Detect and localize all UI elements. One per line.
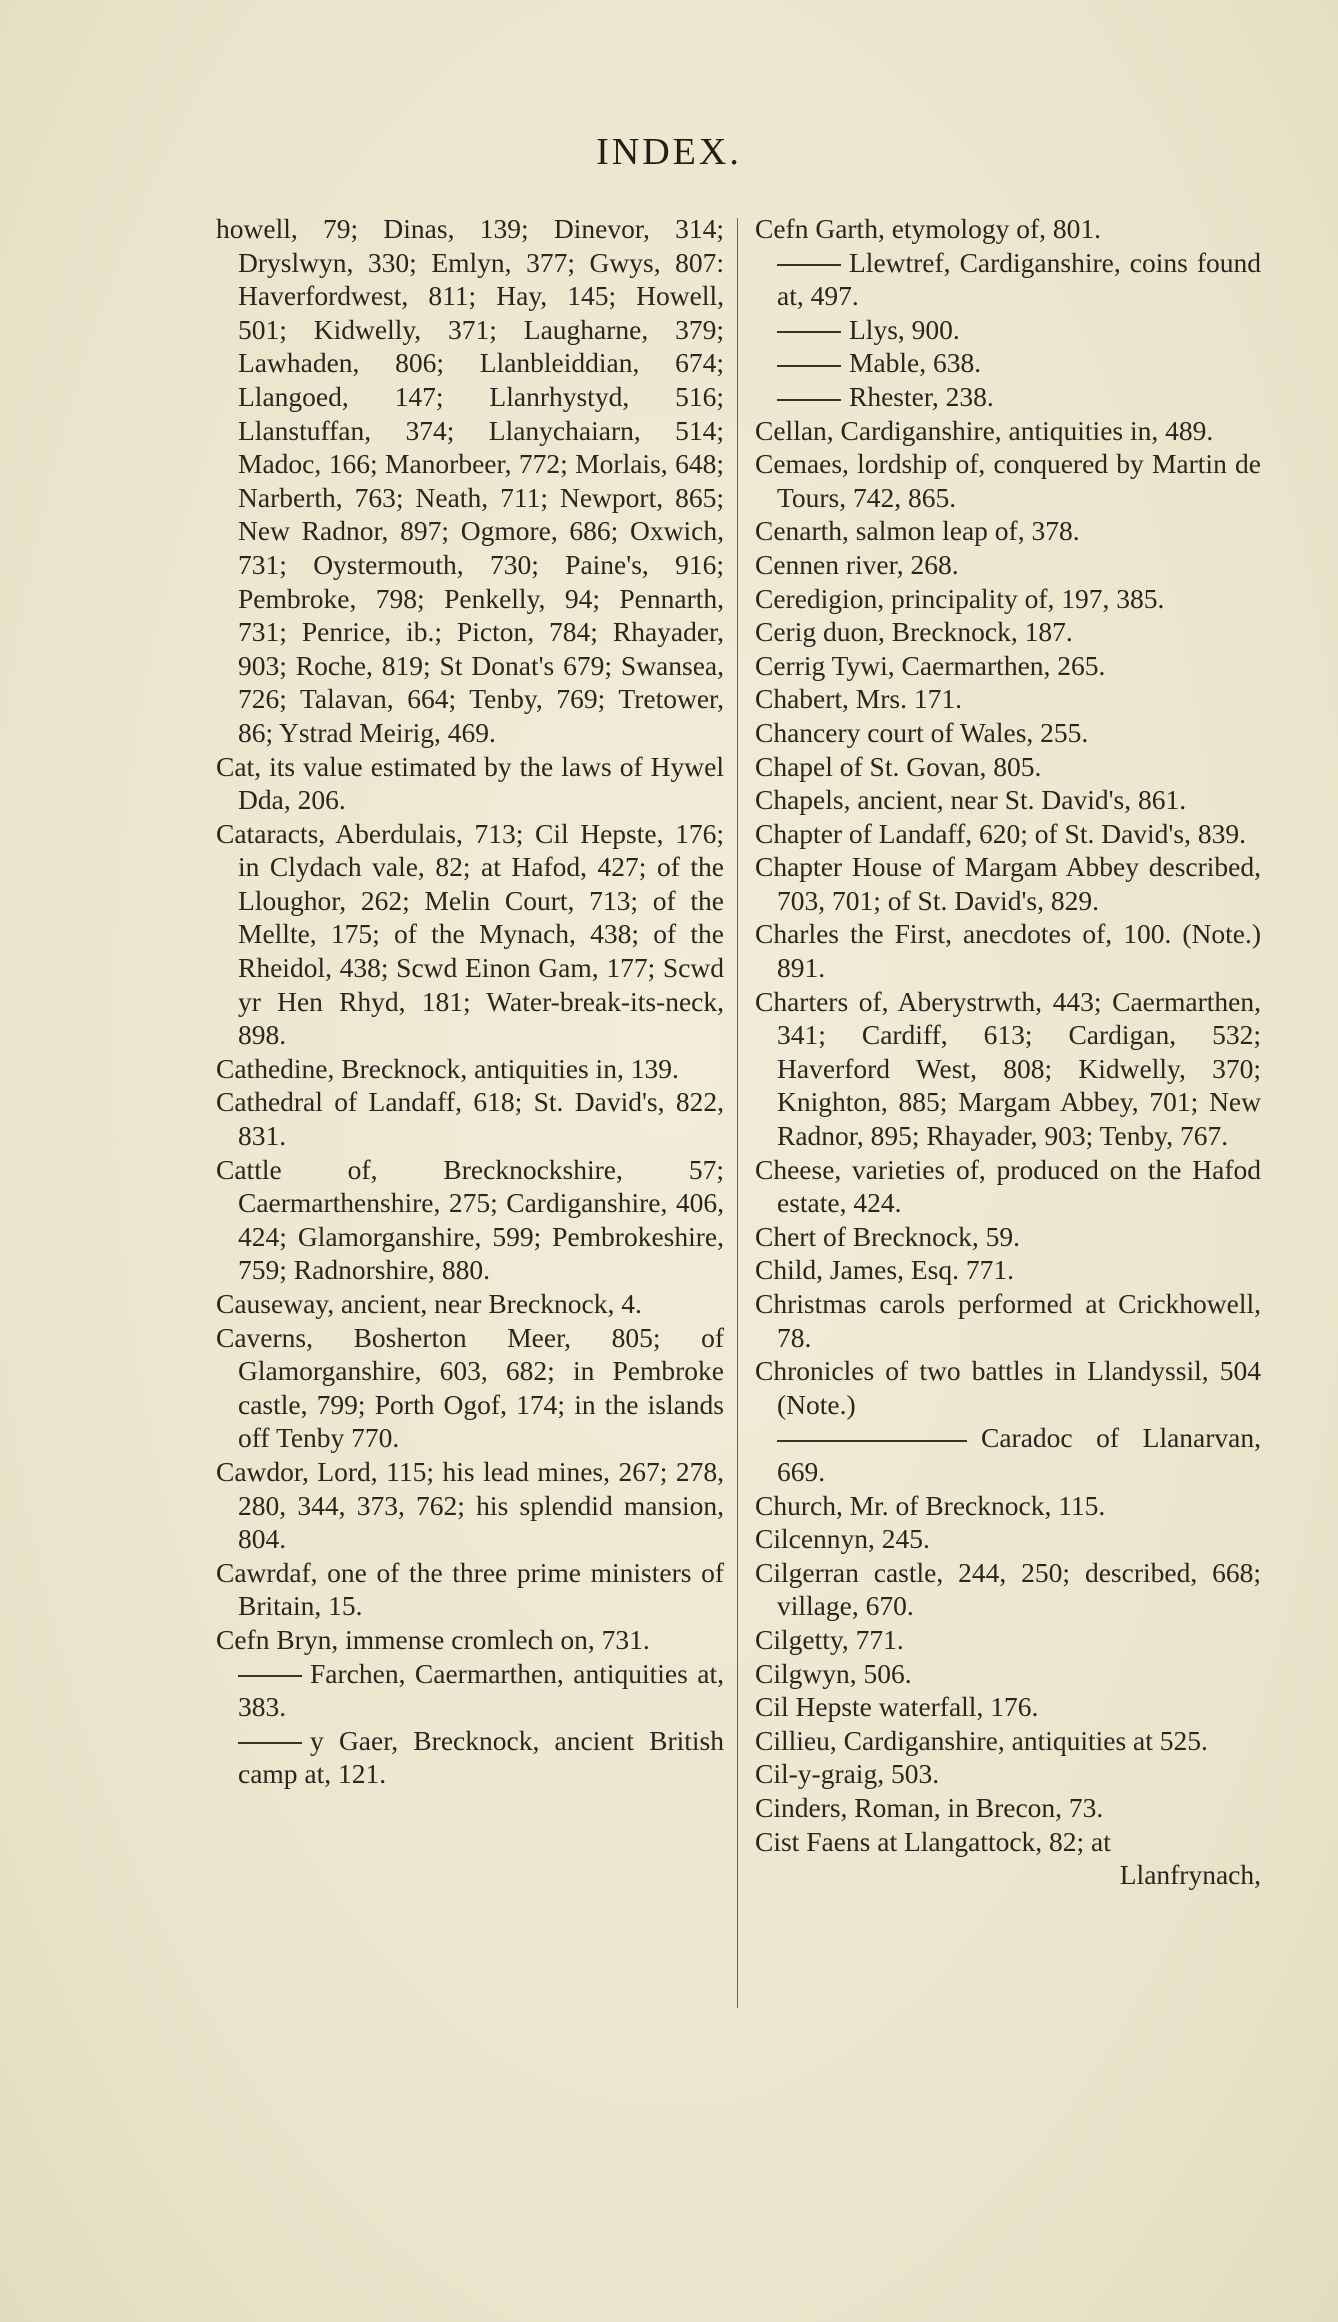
- column-divider: [737, 218, 738, 2008]
- index-entry: Cennen river, 268.: [755, 548, 959, 580]
- index-entry: Cillieu, Cardiganshire, antiquities at 525.: [755, 1724, 1208, 1756]
- index-entry: Cenarth, salmon leap of, 378.: [755, 515, 1080, 547]
- index-entry: Chapter of Landaff, 620; of St. David's, 839.: [755, 817, 1246, 849]
- index-entry: Cerig duon, Brecknock, 187.: [755, 616, 1073, 648]
- index-entry: Cemaes, lordship of, conquered by Martin de Tours, 742, 865.: [755, 448, 1261, 513]
- index-entry: Chabert, Mrs. 171.: [755, 683, 962, 715]
- index-entry: howell, 79; Dinas, 139; Dinevor, 314; Dryslwyn, 330; Emlyn, 377; Gwys, 807: Haverfordwest, 811; Hay, 145; Howell, 501; Kidwelly, 371; Laugharne, 379; Lawhaden, 806; Llanbleiddian, 674; Llangoed, 147; Llanrhystyd, 516; Llanstuffan, 374; Llanychaiarn, 514; Madoc, 166; Manorbeer, 772; Morlais, 648; Narberth, 763; Neath, 711; Newport, 865; New Radnor, 897; Ogmore, 686; Oxwich, 731; Oystermouth, 730; Paine's, 916; Pembroke, 798; Penkelly, 94; Pennarth, 731; Penrice, ib.; Picton, 784; Rhayader, 903; Roche, 819; St Donat's 679; Swansea, 726; Talavan, 664; Tenby, 769; Tretower, 86; Ystrad Meirig, 469.: [216, 213, 724, 748]
- index-entry: Cilgetty, 771.: [755, 1623, 904, 1655]
- index-entry: Chancery court of Wales, 255.: [755, 716, 1089, 748]
- index-entry: Cil Hepste waterfall, 176.: [755, 1691, 1039, 1723]
- index-entry: Ceredigion, principality of, 197, 385.: [755, 582, 1165, 614]
- index-entry: Cawdor, Lord, 115; his lead mines, 267; 278, 280, 344, 373, 762; his splendid mansion, 804.: [216, 1455, 724, 1555]
- index-entry: Cilcennyn, 245.: [755, 1523, 930, 1555]
- index-entry: Cerrig Tywi, Caermarthen, 265.: [755, 649, 1106, 681]
- index-entry: Cellan, Cardiganshire, antiquities in, 489.: [755, 414, 1214, 446]
- index-subentry: Mable, 638.: [755, 346, 1261, 380]
- index-entry: Cefn Garth, etymology of, 801.: [755, 213, 1101, 244]
- ditto-dash: [777, 331, 841, 333]
- index-entry: Cataracts, Aberdulais, 713; Cil Hepste, 176; in Clydach vale, 82; at Hafod, 427; of the Lloughor, 262; Melin Court, 713; of the Mellte, 175; of the Mynach, 438; of the Rheidol, 438; Scwd Einon Gam, 177; Scwd yr Hen Rhyd, 181; Water-break-its-neck, 898.: [216, 817, 724, 1051]
- index-entry: Cathedine, Brecknock, antiquities in, 139.: [216, 1052, 679, 1084]
- index-entry: Chapels, ancient, near St. David's, 861.: [755, 784, 1187, 816]
- ditto-dash: [777, 365, 841, 367]
- index-entry: Cefn Bryn, immense cromlech on, 731.: [216, 1623, 650, 1655]
- index-subentry: Caradoc of Llanarvan, 669.: [777, 1422, 1261, 1487]
- index-entry: Cilgerran castle, 244, 250; described, 668; village, 670.: [755, 1556, 1261, 1622]
- index-entry: Christmas carols performed at Crickhowell, 78.: [755, 1288, 1261, 1353]
- index-entry: Cawrdaf, one of the three prime ministers of Britain, 15.: [216, 1556, 724, 1622]
- index-subentry: Llys, 900.: [755, 313, 1261, 347]
- index-subentry: Rhester, 238.: [755, 380, 1261, 414]
- ditto-dash: [238, 1675, 302, 1677]
- ditto-dash: [777, 264, 841, 266]
- index-entry: Causeway, ancient, near Brecknock, 4.: [216, 1288, 642, 1319]
- index-entry: Cathedral of Landaff, 618; St. David's, 822, 831.: [216, 1086, 724, 1152]
- index-column-right: [755, 212, 1261, 1892]
- page-title: INDEX.: [596, 131, 742, 173]
- index-subentry: y Gaer, Brecknock, ancient British camp at, 121.: [238, 1724, 724, 1790]
- index-entry: Cattle of, Brecknockshire, 57; Caermarthenshire, 275; Cardiganshire, 406, 424; Glamorganshire, 599; Pembrokeshire, 759; Radnorshire, 880.: [216, 1153, 724, 1286]
- index-subentry: Farchen, Caermarthen, antiquities at, 383.: [238, 1657, 724, 1723]
- index-entry: Cheese, varieties of, produced on the Hafod estate, 424.: [755, 1153, 1261, 1219]
- index-entry: Chert of Brecknock, 59.: [755, 1220, 1020, 1252]
- index-entry: Charles the First, anecdotes of, 100. (Note.) 891.: [755, 918, 1261, 984]
- index-entry: Chapel of St. Govan, 805.: [755, 750, 1042, 782]
- index-catchword: Llanfrynach,: [1119, 1859, 1261, 1891]
- index-entry: Cinders, Roman, in Brecon, 73.: [755, 1791, 1104, 1823]
- index-entry: Cat, its value estimated by the laws of Hywel Dda, 206.: [216, 750, 724, 816]
- index-column-left: [216, 212, 724, 1791]
- index-entry: Cilgwyn, 506.: [755, 1657, 912, 1689]
- ditto-dash: [238, 1742, 302, 1744]
- index-entry: Church, Mr. of Brecknock, 115.: [755, 1489, 1106, 1521]
- index-entry: Chronicles of two battles in Llandyssil, 504 (Note.): [755, 1355, 1261, 1420]
- index-entry: Charters of, Aberystrwth, 443; Caermarthen, 341; Cardiff, 613; Cardigan, 532; Haverford West, 808; Kidwelly, 370; Knighton, 885; Margam Abbey, 701; New Radnor, 895; Rhayader, 903; Tenby, 767.: [755, 985, 1261, 1152]
- ditto-dash: [777, 1440, 967, 1442]
- index-entry: Child, James, Esq. 771.: [755, 1254, 1014, 1286]
- ditto-dash: [777, 399, 841, 401]
- index-subentry: Llewtref, Cardiganshire, coins found at, 497.: [777, 246, 1261, 312]
- index-entry: Chapter House of Margam Abbey described, 703, 701; of St. David's, 829.: [755, 851, 1261, 916]
- index-entry: Cil-y-graig, 503.: [755, 1758, 940, 1790]
- index-entry: Cist Faens at Llangattock, 82; at: [755, 1825, 1111, 1857]
- index-entry: Caverns, Bosherton Meer, 805; of Glamorganshire, 603, 682; in Pembroke castle, 799; Porth Ogof, 174; in the islands off Tenby 770.: [216, 1321, 724, 1454]
